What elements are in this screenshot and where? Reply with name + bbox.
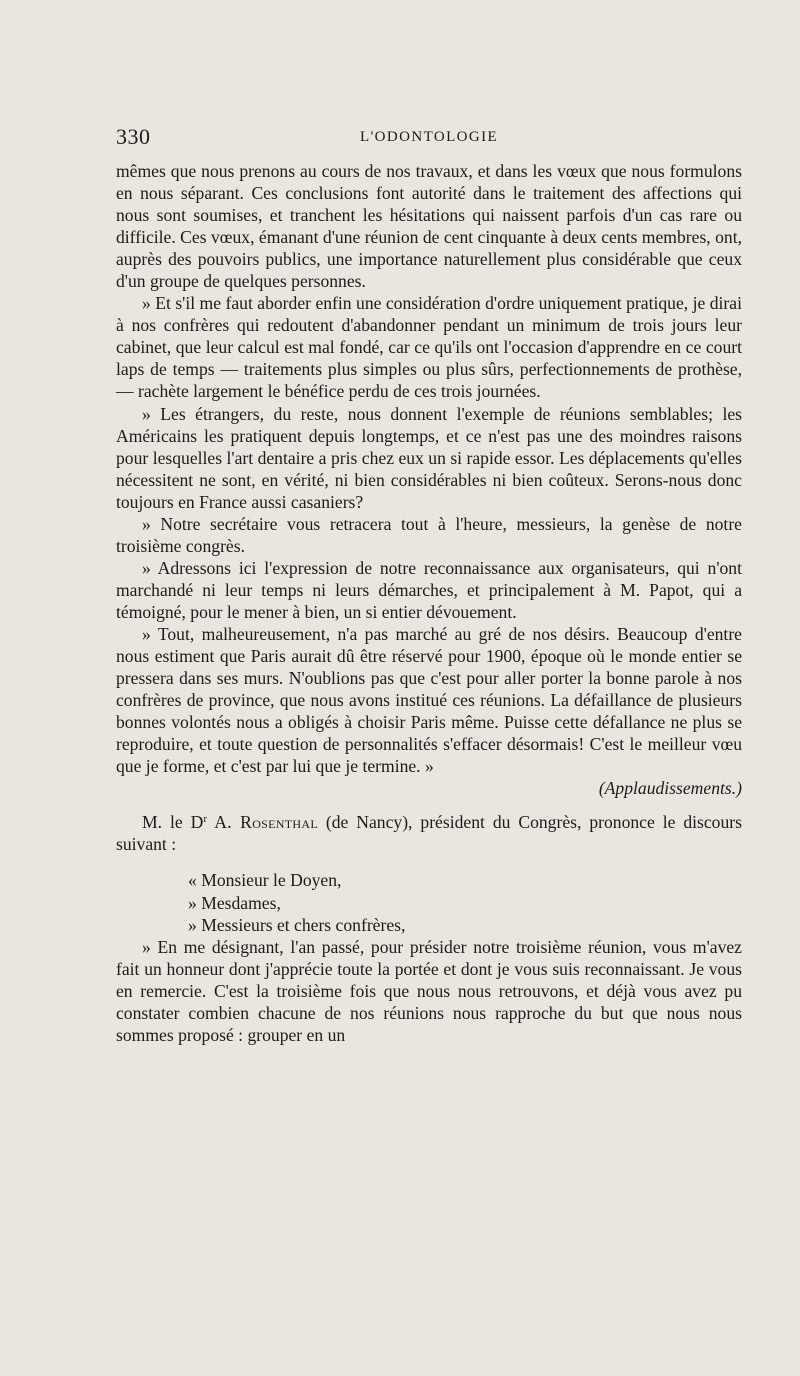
speaker-prefix: M. le D <box>142 812 204 833</box>
salutation-dean: « Monsieur le Doyen, <box>188 870 342 891</box>
salutation-block <box>116 869 742 935</box>
salutation-gentlemen: » Messieurs et chers confrères, <box>188 914 406 935</box>
paragraph-practical-consideration: » Et s'il me faut aborder enfin une considération d'ordre uniquement pratique, je dirai à nos confrères qui redoutent d'abandonner pendant un minimum de trois jours leur cabinet, que leur calcul est mal fondé, car ce qu'ils ont l'occasion d'apprendre en ce court laps de temps — traitements plus simples ou plus sûrs, perfectionnements de prothèse, — rachète largement le bénéfice perdu de ces trois journées. <box>116 293 742 402</box>
speaker-name: A. Rosenthal <box>206 812 318 833</box>
paragraph-foreigners: » Les étrangers, du reste, nous donnent l'exemple de réunions semblables; les Américains les pratiquent depuis longtemps, et ce n'est pas une des moindres raisons pour lesquelles l'art dentaire a pris chez eux un si rapide essor. Les déplacements qu'elles nécessitent ne sont, en vérité, ni bien considérables ni bien coûteux. Serons-nous donc toujours en France aussi casaniers? <box>116 403 742 512</box>
speaker-intro <box>116 811 742 855</box>
speaker-title-sup: r <box>203 813 207 826</box>
paragraph-continued: mêmes que nous prenons au cours de nos travaux, et dans les vœux que nous formulons en nous séparant. Ces conclusions font autorité dans le traitement des affections qui nous sont soumises, et tranchent les hésitations qui naissent parfois d'un cas rare ou difficile. Ces vœux, émanant d'une réunion de cent cinquante à deux cents membres, ont, auprès des pouvoirs publics, une importance naturellement plus considérable que ceux d'un groupe de quelques personnes. <box>116 161 742 292</box>
applause-note: (Applaudissements.) <box>598 778 742 799</box>
page-header <box>116 124 742 154</box>
paragraph-speech-opening: » En me désignant, l'an passé, pour présider notre troisième réunion, vous m'avez fait un honneur dont j'apprécie toute la portée et dont je vous suis reconnaissant. Je vous en remercie. C'est la troisième fois que nous nous retrouvons, et déjà vous avez pu constater combien chacune de nos réunions nous rapproche du but que nous nous sommes proposé : grouper en un <box>116 936 742 1045</box>
paragraph-secretary: » Notre secrétaire vous retracera tout à l'heure, messieurs, la genèse de notre troisième congrès. <box>116 513 742 556</box>
salutation-ladies: » Mesdames, <box>188 892 281 913</box>
speaker-rest: (de Nancy), président du Congrès, prononce le discours suivant : <box>116 812 742 855</box>
body-text <box>116 160 742 1046</box>
page-number: 330 <box>116 124 151 149</box>
paragraph-organisers: » Adressons ici l'expression de notre reconnaissance aux organisateurs, qui n'ont marchandé ni leur temps ni leurs démarches, et principalement à M. Papot, qui a témoigné, pour le mener à bien, un si entier dévouement. <box>116 557 742 622</box>
paragraph-paris: » Tout, malheureusement, n'a pas marché au gré de nos désirs. Beaucoup d'entre nous estiment que Paris aurait dû être réservé pour 1900, époque où le monde entier se pressera dans ses murs. N'oublions pas que c'est pour aller porter la bonne parole à nos confrères de province, que nous avons institué ces réunions. La défaillance de plusieurs bonnes volontés nous a obligés à choisir Paris même. Puisse cette défallance ne plus se reproduire, et toute question de personnalités s'effacer désormais! C'est le meilleur vœu que je forme, et c'est par lui que je termine. » <box>116 623 742 777</box>
running-head: L'ODONTOLOGIE <box>360 129 499 145</box>
